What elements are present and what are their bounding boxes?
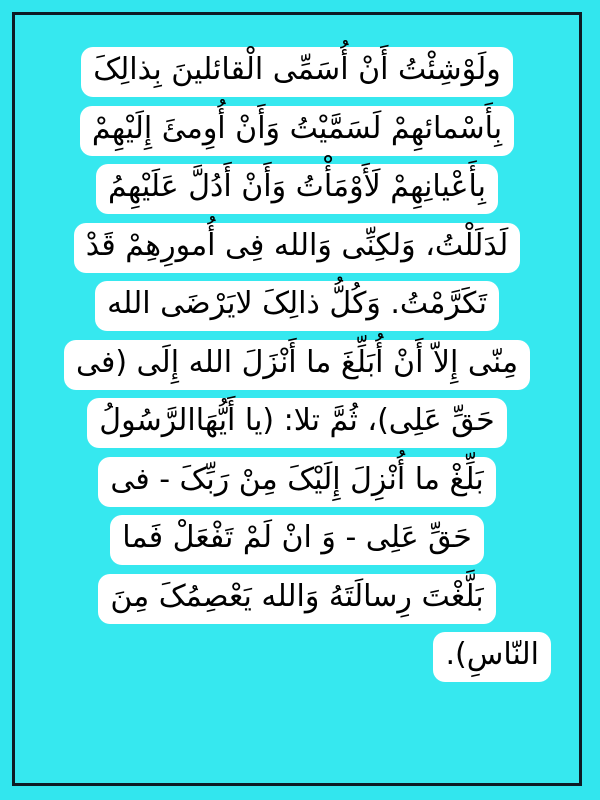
text-line-row [15, 102, 579, 161]
text-block [15, 43, 579, 687]
text-line: بِأَعْیانِهِمْ لَأَوْمَأْتُ وَأَنْ أَدُلَّ عَلَیْهِمُ [96, 164, 498, 214]
text-line-row [15, 570, 579, 629]
text-line-row [15, 453, 579, 512]
text-line: لَدَلَلْتُ، وَلکِنِّی وَالله فِی أُمورِهِمْ قَدْ [74, 223, 521, 273]
text-line-row [15, 336, 579, 395]
text-line: حَقِّ عَلِی)، ثُمَّ تلا: (یا أَیُّهَاالرَّسُولُ [87, 398, 506, 448]
text-line-row [15, 394, 579, 453]
text-line-row [15, 511, 579, 570]
text-line: بَلَّغْتَ رِسالَتَهُ وَالله یَعْصِمُکَ مِنَ [98, 574, 495, 624]
text-line-row [15, 277, 579, 336]
content-frame [12, 12, 582, 786]
text-line-row [15, 160, 579, 219]
text-line: مِنّی إِلاّ أَنْ أُبَلِّغَ ما أَنْزَلَ الله إِلَی (فی [64, 340, 530, 390]
text-line: بَلِّغْ ما أُنْزِلَ إِلَیْکَ مِنْ رَبِّکَ - فی [98, 457, 495, 507]
text-line: تَکَرَّمْتُ. وَکُلُّ ذالِکَ لایَرْضَی الله [95, 281, 499, 331]
text-line-row [15, 628, 579, 687]
text-line: حَقِّ عَلِی - وَ انْ لَمْ تَفْعَلْ فَما [110, 515, 483, 565]
text-line-row [15, 219, 579, 278]
text-line: ولَوْشِئْتُ أَنْ أُسَمِّی الْقائلینَ بِذالِکَ [81, 47, 513, 97]
text-line: بِأَسْمائهِمْ لَسَمَّیْتُ وَأَنْ أُوِمئَ إِلَیْهِمْ [80, 106, 514, 156]
text-line-row [15, 43, 579, 102]
text-line: النّاسِ). [433, 632, 551, 682]
